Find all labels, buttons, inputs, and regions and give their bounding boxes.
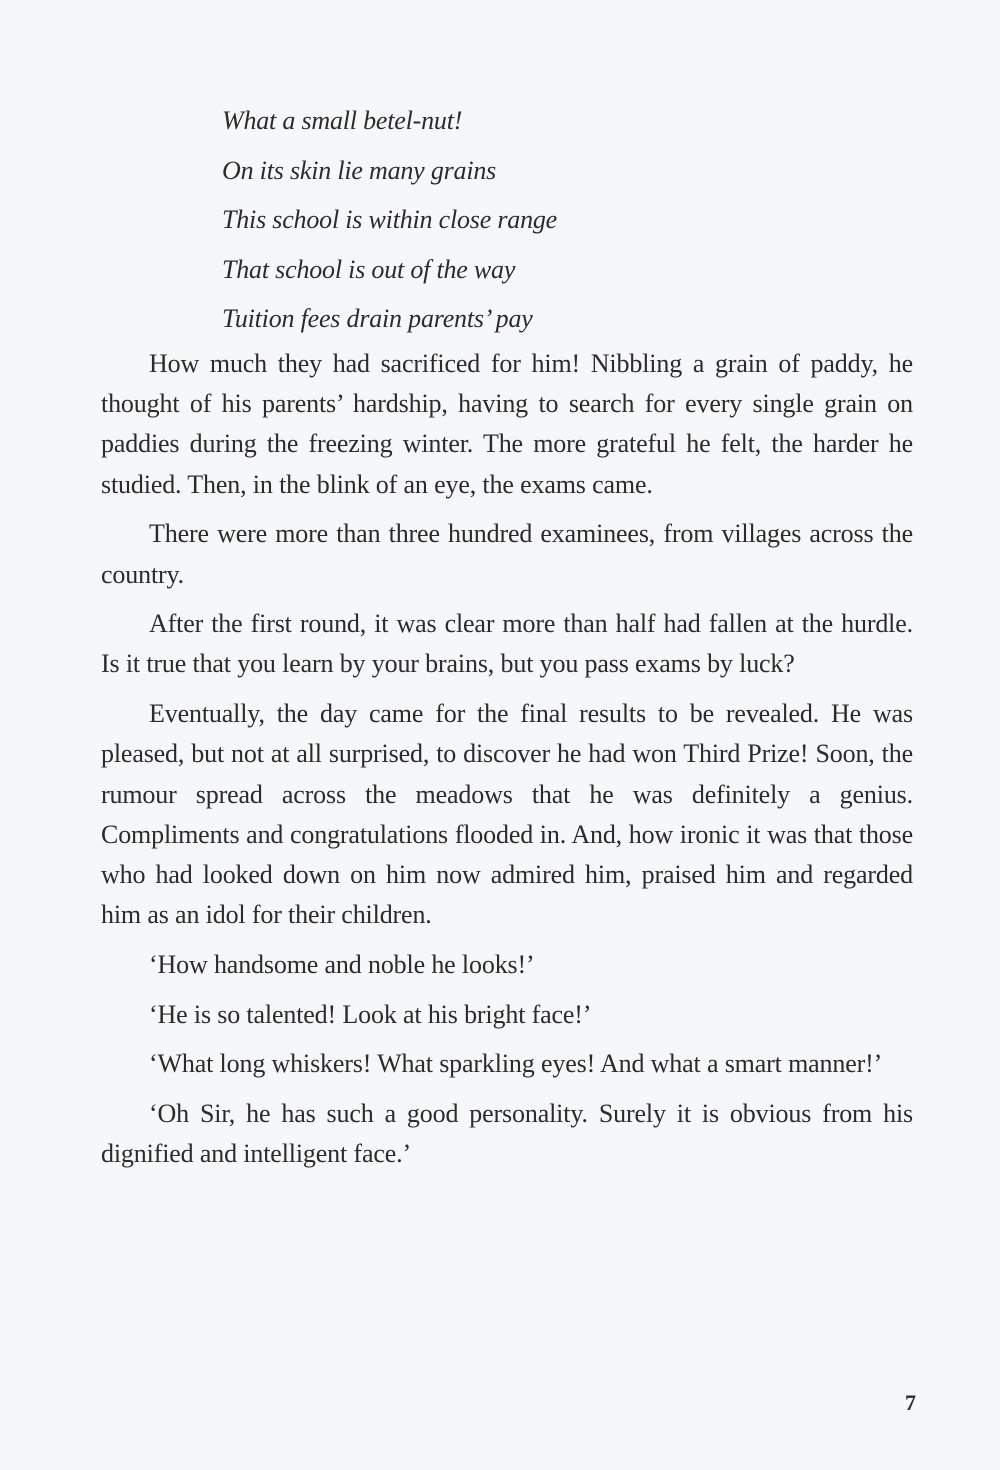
poem-line: What a small betel-nut! <box>222 106 463 135</box>
dialogue-line: ‘Oh Sir, he has such a good personality. Surely it is obvious from his dignified and intelligent face.’ <box>101 1098 913 1169</box>
poem-stanza <box>222 96 922 344</box>
dialogue-line: ‘How handsome and noble he looks!’ <box>149 949 535 979</box>
paragraph-results: Eventually, the day came for the final results to be revealed. He was pleased, but not at all surprised, to discover he had won Third Prize! Soon, the rumour spread across the meadows that he was definitely a genius. Compliments and congratulations flooded in. And, how ironic it was that those who had looked down on him now admired him, praised him and regarded him as an idol for their children. <box>101 699 913 930</box>
page-number: 7 <box>905 1390 916 1415</box>
paragraph-sacrifice: How much they had sacrificed for him! Nibbling a grain of paddy, he thought of his parents’ hardship, having to search for every single grain on paddies during the freezing winter. The more grateful he felt, the harder he studied. Then, in the blink of an eye, the exams came. <box>101 349 913 499</box>
paragraph-first-round: After the first round, it was clear more than half had fallen at the hurdle. Is it true that you learn by your brains, but you pass exams by luck? <box>101 609 913 679</box>
poem-line: That school is out of the way <box>222 254 516 284</box>
dialogue-line: ‘What long whiskers! What sparkling eyes! And what a smart manner!’ <box>149 1049 883 1079</box>
poem-line: On its skin lie many grains <box>222 155 497 185</box>
dialogue-line: ‘He is so talented! Look at his bright face!’ <box>149 999 592 1029</box>
paragraph-examinees: There were more than three hundred examinees, from villages across the country. <box>101 519 913 589</box>
poem-line: Tuition fees drain parents’ pay <box>222 304 533 333</box>
body-text <box>101 344 913 1184</box>
poem-line: This school is within close range <box>222 205 558 234</box>
